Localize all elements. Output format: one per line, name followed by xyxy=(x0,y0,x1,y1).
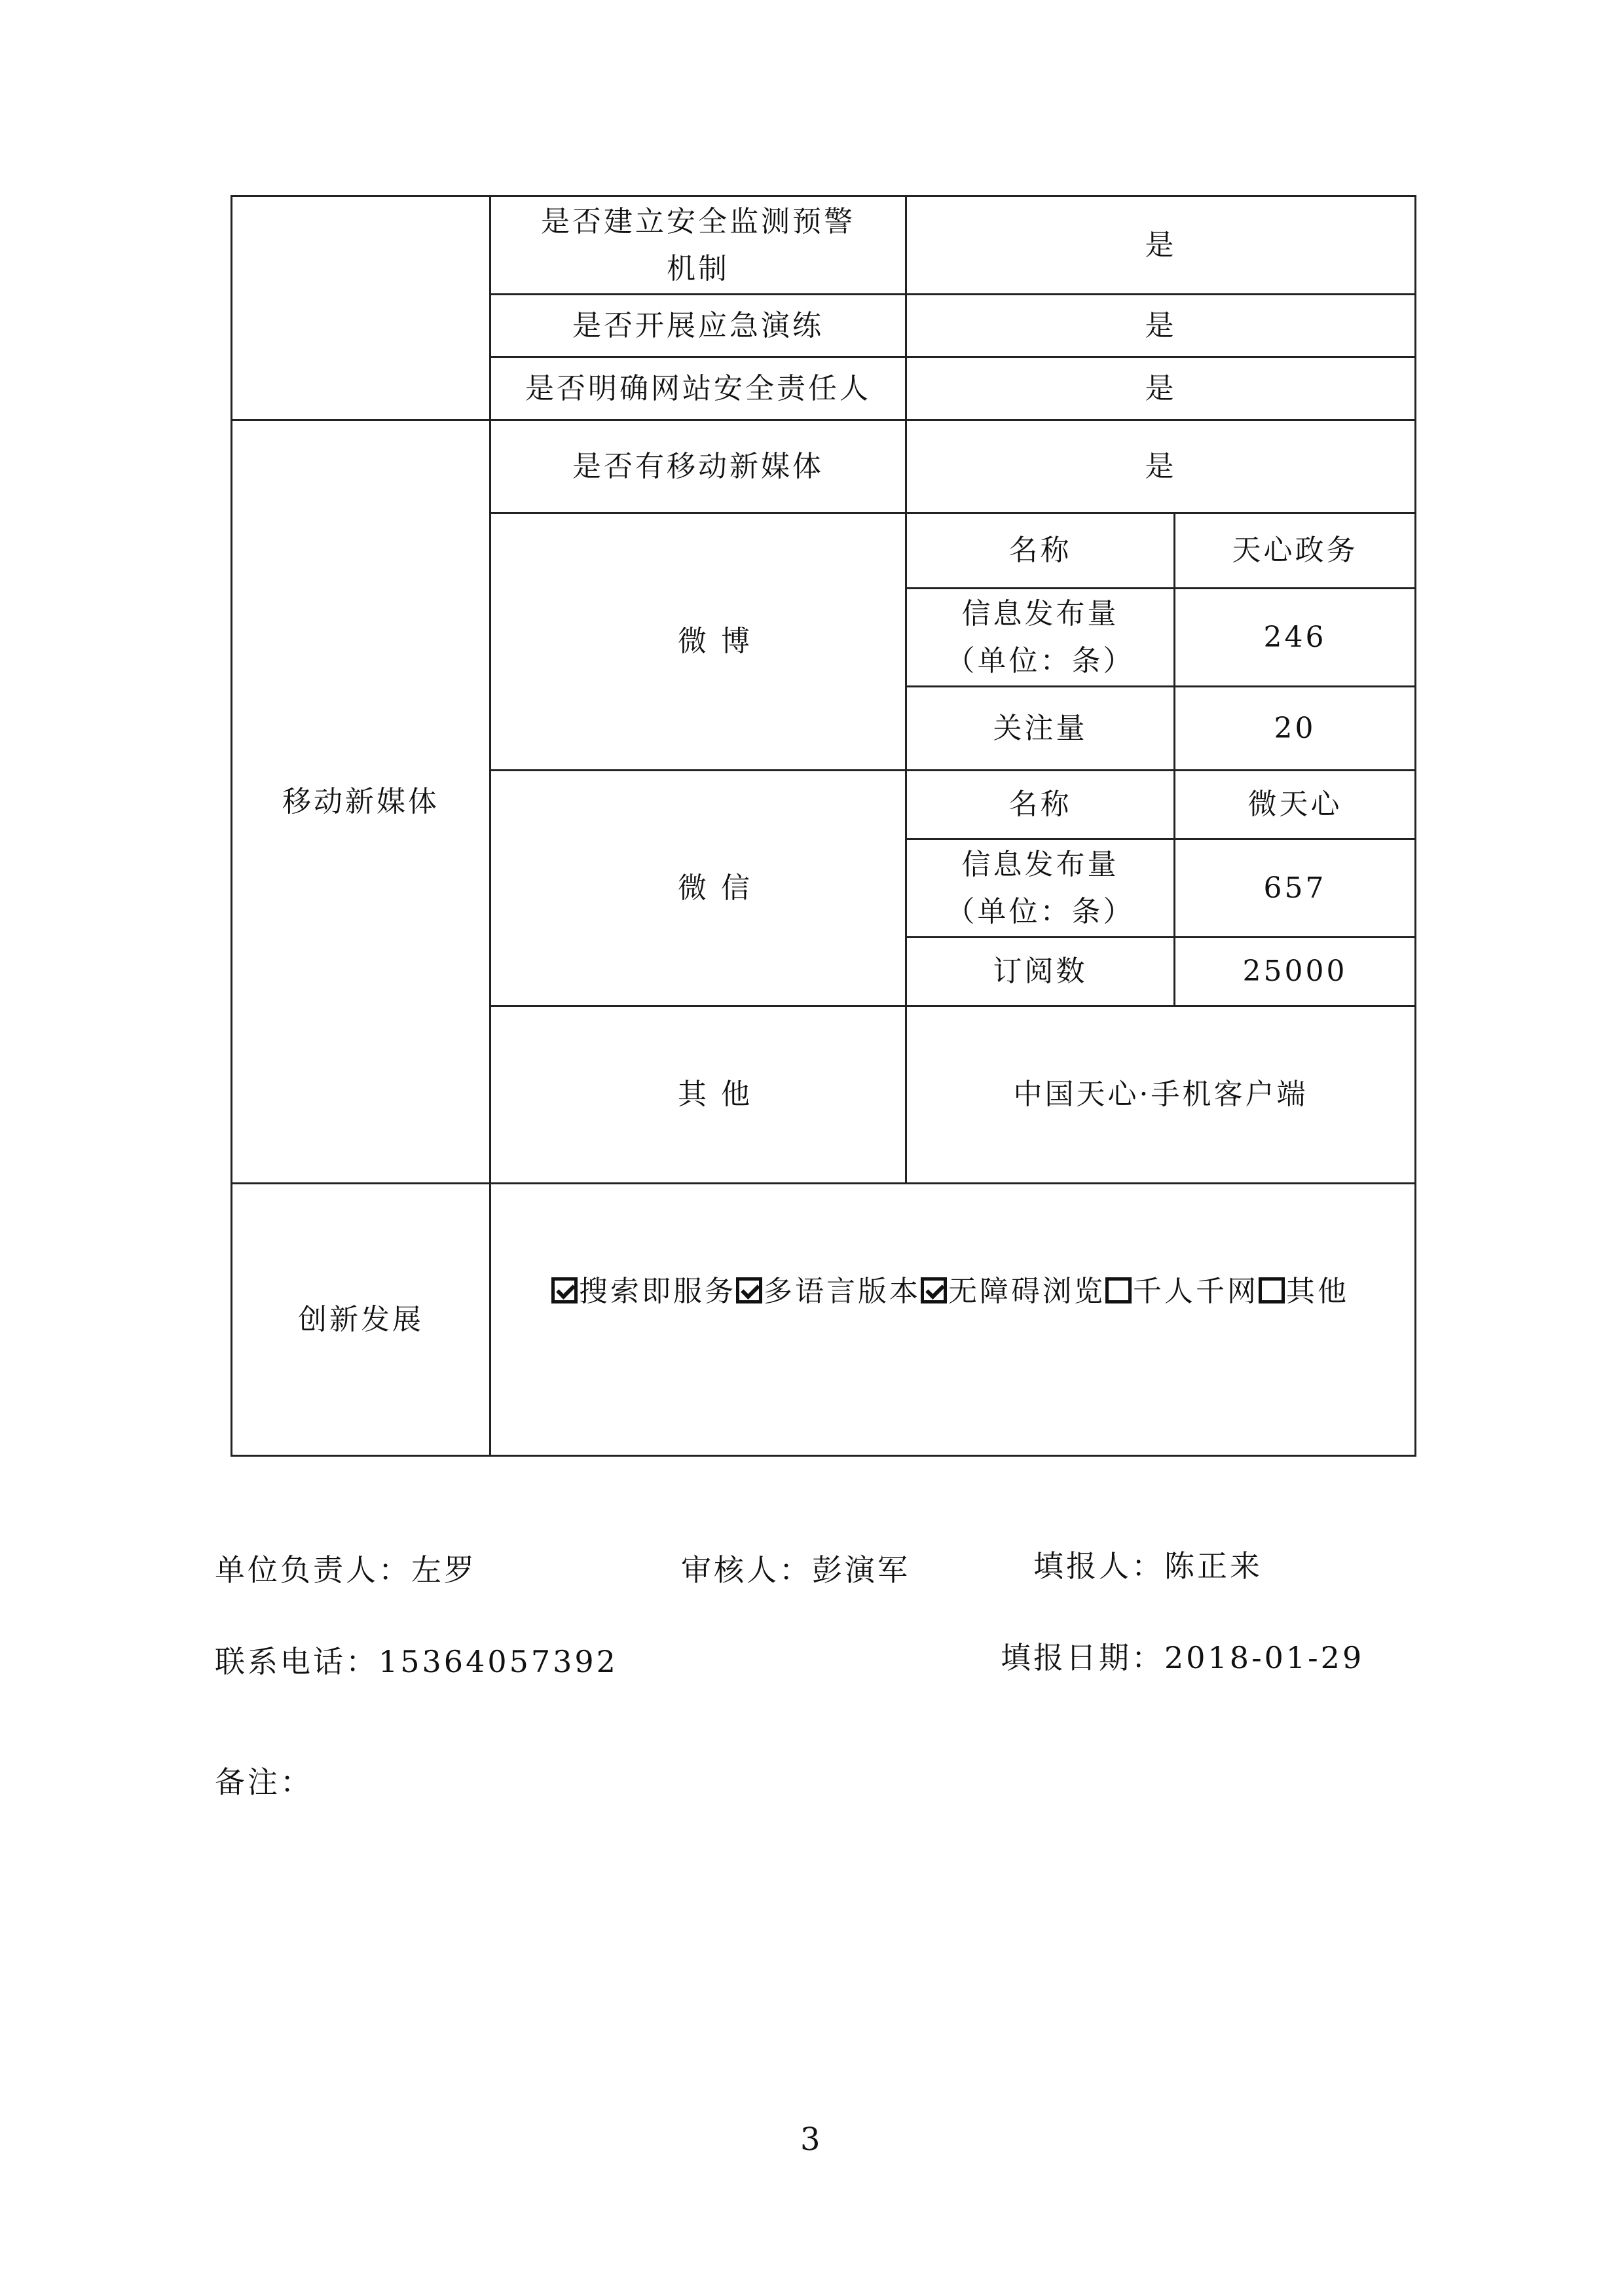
security-responsible-label: 是否明确网站安全责任人 xyxy=(490,357,906,420)
security-monitoring-label: 是否建立安全监测预警机制 xyxy=(490,196,906,295)
weibo-posts-label: 信息发布量（单位：条） xyxy=(906,589,1175,687)
innovation-option[interactable] xyxy=(736,1275,921,1308)
checkbox-checked-icon xyxy=(551,1277,578,1303)
checkbox-checked-icon xyxy=(921,1277,947,1303)
wechat-posts-value: 657 xyxy=(1175,839,1416,938)
wechat-subs-value: 25000 xyxy=(1175,938,1416,1006)
has-mobile-media-value: 是 xyxy=(906,420,1416,513)
page-number: 3 xyxy=(800,2121,821,2158)
checkbox-unchecked-icon xyxy=(1259,1277,1285,1303)
security-section-cell xyxy=(232,196,490,420)
innovation-option[interactable] xyxy=(1105,1275,1259,1308)
wechat-name-value: 微天心 xyxy=(1175,771,1416,839)
report-table xyxy=(231,195,1416,1457)
innovation-option-label: 千人千网 xyxy=(1133,1275,1259,1308)
has-mobile-media-label: 是否有移动新媒体 xyxy=(490,420,906,513)
contact-phone: 联系电话：15364057392 xyxy=(215,1644,618,1679)
other-label: 其 他 xyxy=(490,1006,906,1184)
wechat-posts-label: 信息发布量（单位：条） xyxy=(906,839,1175,938)
other-value: 中国天心·手机客户端 xyxy=(906,1006,1416,1184)
weibo-follow-label: 关注量 xyxy=(906,687,1175,771)
innovation-options xyxy=(490,1184,1416,1456)
innovation-option-label: 无障碍浏览 xyxy=(948,1275,1105,1308)
innovation-option-label: 其他 xyxy=(1286,1275,1349,1308)
innovation-option[interactable] xyxy=(1259,1275,1349,1308)
innovation-option-label: 多语言版本 xyxy=(764,1275,921,1308)
weibo-label: 微 博 xyxy=(490,513,906,771)
mobile-media-section-label: 移动新媒体 xyxy=(232,420,490,1184)
filler: 填报人：陈正来 xyxy=(1033,1548,1263,1584)
weibo-follow-value: 20 xyxy=(1175,687,1416,771)
checkbox-unchecked-icon xyxy=(1105,1277,1132,1303)
emergency-drill-label: 是否开展应急演练 xyxy=(490,295,906,357)
weibo-posts-value: 246 xyxy=(1175,589,1416,687)
unit-head: 单位负责人：左罗 xyxy=(215,1552,477,1588)
security-responsible-value: 是 xyxy=(906,357,1416,420)
weibo-name-label: 名称 xyxy=(906,513,1175,589)
innovation-option-label: 搜索即服务 xyxy=(579,1275,736,1308)
remarks: 备注： xyxy=(215,1764,313,1800)
fill-date: 填报日期：2018-01-29 xyxy=(1001,1640,1365,1675)
security-monitoring-value: 是 xyxy=(906,196,1416,295)
reviewer: 审核人：彭演军 xyxy=(681,1552,910,1588)
checkbox-checked-icon xyxy=(736,1277,762,1303)
emergency-drill-value: 是 xyxy=(906,295,1416,357)
wechat-name-label: 名称 xyxy=(906,771,1175,839)
weibo-name-value: 天心政务 xyxy=(1175,513,1416,589)
wechat-subs-label: 订阅数 xyxy=(906,938,1175,1006)
wechat-label: 微 信 xyxy=(490,771,906,1006)
innovation-option[interactable] xyxy=(921,1275,1105,1308)
innovation-section-label: 创新发展 xyxy=(232,1184,490,1456)
innovation-option[interactable] xyxy=(551,1275,736,1308)
